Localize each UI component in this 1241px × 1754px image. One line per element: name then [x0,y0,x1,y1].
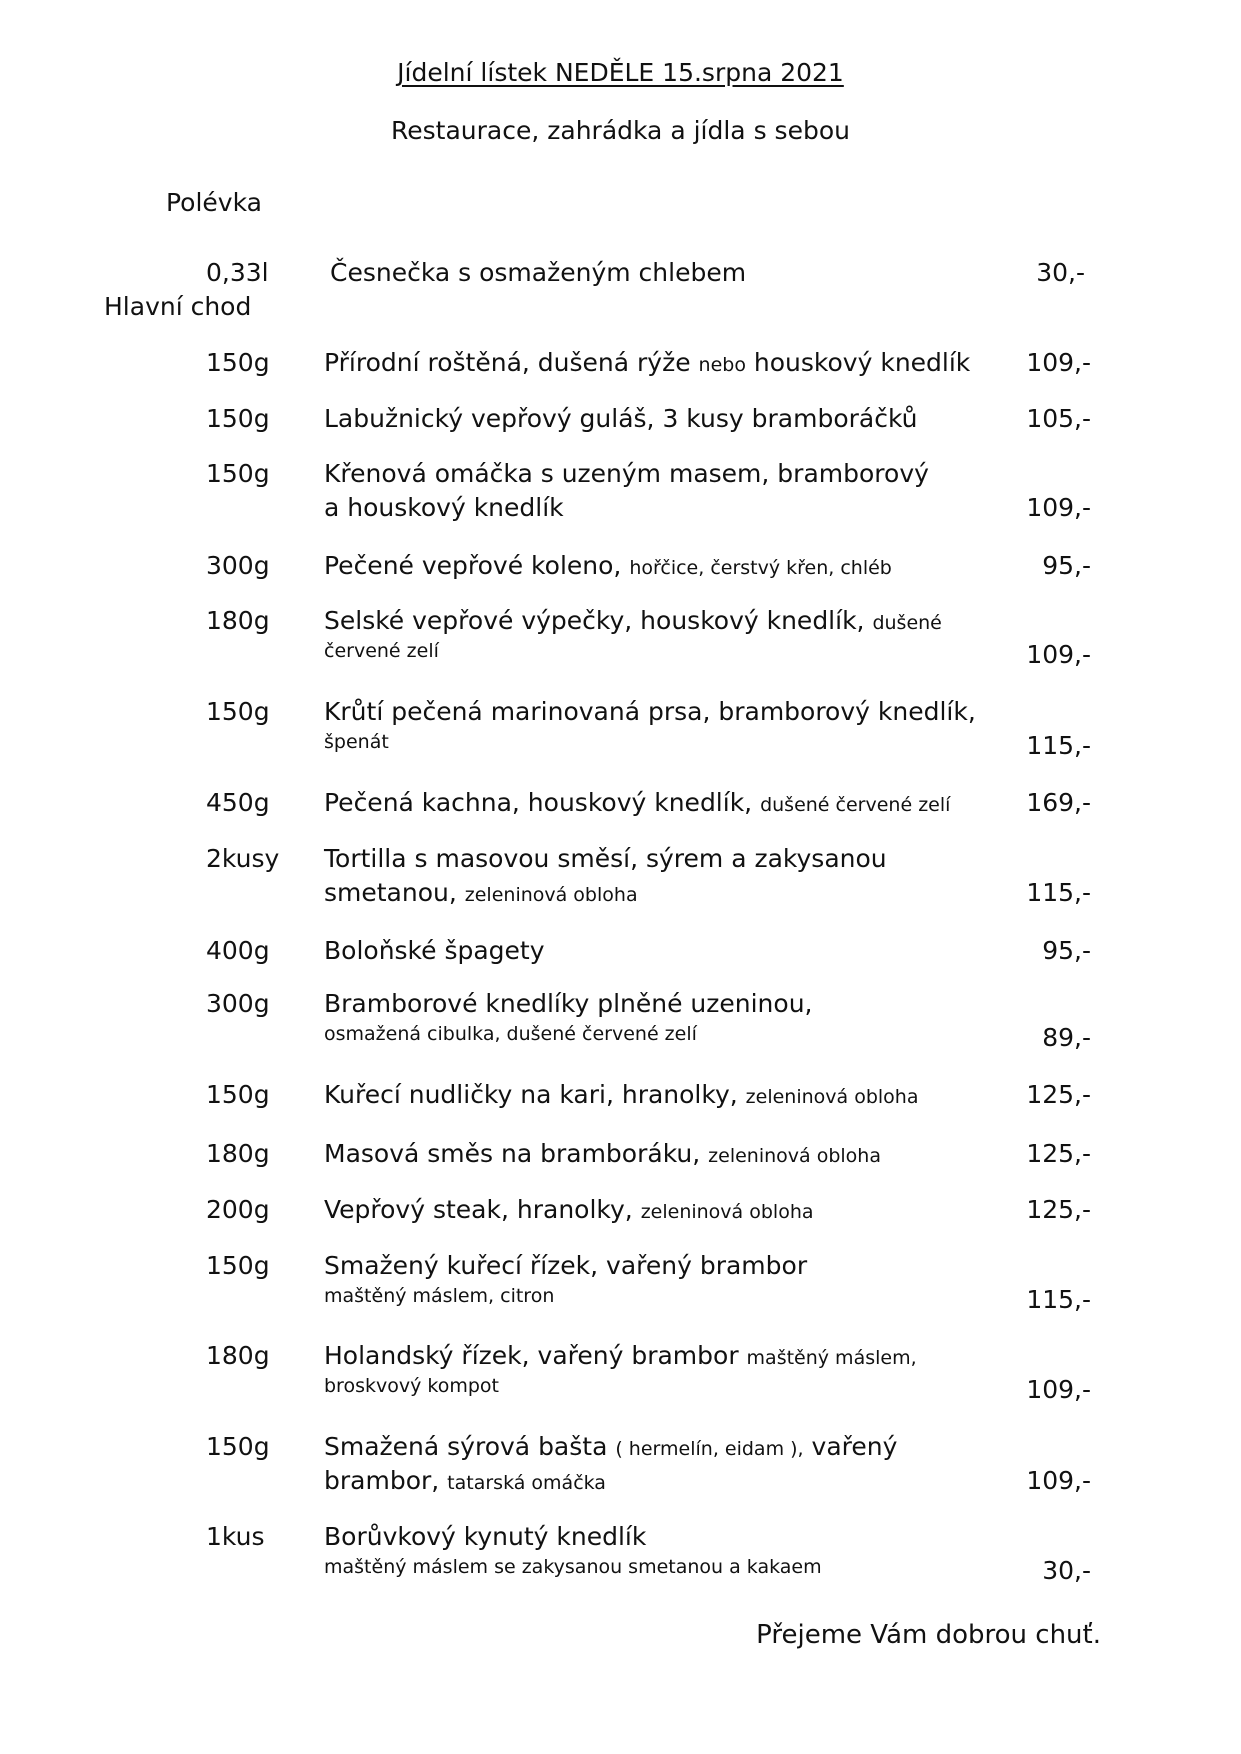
item-price: 169,- [1026,788,1091,817]
item-name-text: Bramborové knedlíky plněné uzeninou, [324,989,813,1018]
item-qty: 300g [206,551,270,580]
item-price: 125,- [1026,1139,1091,1168]
item-description-text: a houskový knedlík [324,493,564,522]
item-price: 109,- [1026,348,1091,377]
item-name [324,404,918,433]
item-name [324,936,545,965]
item-price: 109,- [1026,1466,1091,1495]
item-qty: 150g [206,1251,270,1280]
item-qty: 150g [206,1432,270,1461]
item-description-text: špenát [324,731,389,753]
soup-qty: 0,33l [206,258,269,287]
item-price: 95,- [1042,551,1091,580]
item-name-text: Pečené vepřové koleno, [324,551,630,580]
item-price: 95,- [1042,936,1091,965]
item-name-text: Krůtí pečená marinovaná prsa, bramborový knedlík, [324,697,976,726]
item-side-note: zeleninová obloha [708,1145,881,1167]
menu-title: Jídelní lístek NEDĚLE 15.srpna 2021 [397,58,844,87]
item-qty: 180g [206,606,270,635]
menu-subtitle: Restaurace, zahrádka a jídla s sebou [391,116,850,145]
item-qty: 150g [206,697,270,726]
item-name [324,1195,814,1224]
item-name [324,1251,807,1280]
item-name-continued: vařený [803,1432,898,1461]
item-side-note: hořčice, čerstvý křen, chléb [629,557,892,579]
item-name-text: Kuřecí nudličky na kari, hranolky, [324,1080,746,1109]
item-name-text: Smažený kuřecí řízek, vařený brambor [324,1251,808,1280]
item-description [324,878,638,907]
item-side-note: dušené [872,612,942,634]
item-description [324,1466,606,1495]
item-price: 109,- [1026,1375,1091,1404]
item-name [324,348,970,377]
item-qty: 150g [206,404,270,433]
item-qty: 150g [206,459,270,488]
item-description [324,1556,822,1578]
item-qty: 150g [206,348,270,377]
item-side-note: maštěný máslem, [746,1347,917,1369]
item-description [324,731,389,753]
item-name [324,1341,917,1370]
item-name [324,606,942,635]
item-name-text: Vepřový steak, hranolky, [324,1195,641,1224]
item-description-text: tatarská omáčka [447,1472,606,1494]
soup-name: Česnečka s osmaženým chlebem [330,258,747,287]
item-price: 125,- [1026,1195,1091,1224]
item-price: 89,- [1042,1023,1091,1052]
item-name-continued: houskový knedlík [745,348,971,377]
item-qty: 150g [206,1080,270,1109]
item-qty: 450g [206,788,270,817]
item-name-text: Přírodní roštěná, dušená rýže [324,348,699,377]
item-name-text: Tortilla s masovou směsí, sýrem a zakysanou [324,844,887,873]
item-name [324,989,813,1018]
item-description [324,493,564,522]
item-description-text: broskvový kompot [324,1375,499,1397]
item-name [324,1139,881,1168]
item-description-text: maštěný máslem, citron [324,1285,555,1307]
item-name-text: Smažená sýrová bašta [324,1432,616,1461]
item-qty: 300g [206,989,270,1018]
item-side-note: zeleninová obloha [745,1086,919,1108]
item-name-text: Selské vepřové výpečky, houskový knedlík, [324,606,873,635]
item-side-note: dušené červené zelí [760,794,951,816]
item-description-text: maštěný máslem se zakysanou smetanou a kakaem [324,1556,822,1578]
item-qty: 2kusy [206,844,280,873]
item-name [324,551,892,580]
item-qty: 400g [206,936,270,965]
item-name-text: Masová směs na bramboráku, [324,1139,709,1168]
item-qty: 180g [206,1139,270,1168]
soup-price: 30,- [1036,258,1085,287]
item-qty: 180g [206,1341,270,1370]
item-price: 109,- [1026,640,1091,669]
item-price: 109,- [1026,493,1091,522]
item-name-text: Holandský řízek, vařený brambor [324,1341,747,1370]
section-soup: Polévka [166,188,262,217]
item-name [324,1522,646,1551]
item-price: 125,- [1026,1080,1091,1109]
item-name [324,1432,897,1461]
item-price: 30,- [1042,1556,1091,1585]
item-price: 115,- [1026,1285,1091,1314]
item-price: 105,- [1026,404,1091,433]
item-description [324,640,439,662]
item-qty: 200g [206,1195,270,1224]
item-name-text: Křenová omáčka s uzeným masem, bramborový [324,459,929,488]
item-name-text: Borůvkový kynutý knedlík [324,1522,647,1551]
item-name [324,788,950,817]
item-name [324,1080,918,1109]
item-description [324,1375,499,1397]
item-name-wrap: smetanou, [324,878,465,907]
item-name-wrap: brambor, [324,1466,448,1495]
item-description [324,1023,697,1045]
closing-line: Přejeme Vám dobrou chuť. [756,1620,1101,1650]
item-description-text: osmažená cibulka, dušené červené zelí [324,1023,697,1045]
item-price: 115,- [1026,731,1091,760]
item-name-text: Labužnický vepřový guláš, 3 kusy bramboráčků [324,404,918,433]
item-name [324,697,976,726]
section-main: Hlavní chod [104,292,252,321]
item-name [324,459,929,488]
item-side-note: ( hermelín, eidam ), [615,1438,804,1460]
item-side-note: nebo [698,354,746,376]
item-description-text: červené zelí [324,640,439,662]
item-description [324,1285,554,1307]
item-qty: 1kus [206,1522,265,1551]
item-description-text: zeleninová obloha [464,884,638,906]
item-name [324,844,887,873]
item-name-text: Boloňské špagety [324,936,545,965]
item-price: 115,- [1026,878,1091,907]
item-name-text: Pečená kachna, houskový knedlík, [324,788,761,817]
item-side-note: zeleninová obloha [640,1201,814,1223]
